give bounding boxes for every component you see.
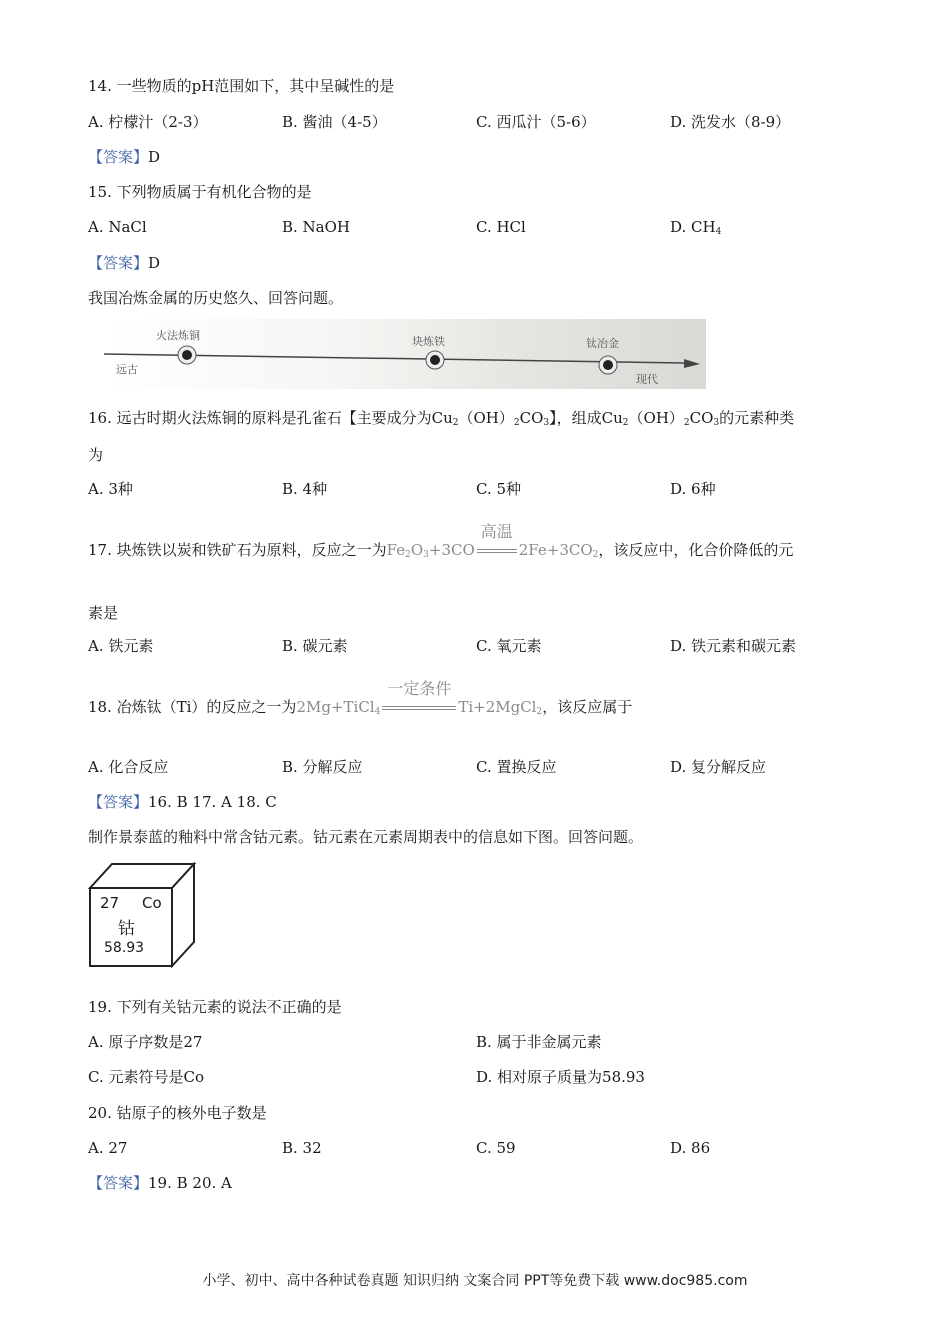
timeline-node-1-dot [182, 350, 192, 360]
atomic-number: 27 [100, 894, 120, 912]
q16-option-c: C. 5种 [476, 480, 522, 498]
metallurgy-timeline-figure [104, 319, 706, 389]
q19-option-c: C. 元素符号是Co [88, 1068, 204, 1086]
question-16-stem: 16. 远古时期火法炼铜的原料是孔雀石【主要成分为$Cu_2(OH)_2CO_3$】，组成$Cu_2(OH)_2CO_3$的元素种类 [88, 409, 795, 428]
q20-option-d: D. 86 [670, 1139, 711, 1157]
q17-option-b: B. 碳元素 [282, 637, 348, 655]
question-16-stem-line2: 为 [88, 446, 104, 464]
q15-option-a: A. NaCl [88, 218, 147, 236]
timeline-label-titanium: 钛冶金 [586, 337, 619, 350]
timeline-arrow [684, 359, 700, 368]
q19-option-d: D. 相对原子质量为58.93 [476, 1068, 645, 1086]
answer-tag: 【答案】 [88, 148, 149, 166]
answer-value: 16. B 17. A 18. C [148, 793, 277, 811]
page-footer[interactable]: 小学、初中、高中各种试卷真题 知识归纳 文案合同 PPT等免费下载 www.doc985.com [202, 1273, 748, 1289]
q17-option-a: A. 铁元素 [88, 637, 154, 655]
answer-value: D [148, 148, 161, 166]
q14-answer [88, 147, 160, 167]
timeline-start: 远古 [116, 363, 138, 376]
q15-answer [88, 253, 160, 273]
q18-condition: 一定条件 [387, 679, 452, 698]
question-20-stem: 20. 钴原子的核外电子数是 [88, 1104, 267, 1122]
intro-metallurgy: 我国冶炼金属的历史悠久、回答问题。 [88, 289, 344, 307]
timeline-node-2-dot [430, 355, 440, 365]
answer-tag: 【答案】 [88, 254, 149, 272]
q14-option-b: B. 酱油（4-5） [282, 113, 387, 131]
q17-condition: 高温 [480, 522, 513, 541]
question-19-stem: 19. 下列有关钴元素的说法不正确的是 [88, 998, 342, 1016]
question-17-stem: 17. 块炼铁以炭和铁矿石为原料，反应之一为$Fe_2O_3+3CO$ 高温 $2Fe+3CO_2$，该反应中，化合价降低的元 [88, 540, 793, 565]
q15-option-d: D. $CH_4$ [670, 218, 722, 237]
q16-option-b: B. 4种 [282, 480, 328, 498]
q16-option-a: A. 3种 [88, 480, 133, 498]
atomic-mass: 58.93 [104, 940, 145, 956]
q19-20-answer [88, 1173, 232, 1193]
q15-option-b: B. NaOH [282, 218, 351, 236]
question-14-stem: 14. 一些物质的pH范围如下，其中呈碱性的是 [88, 77, 395, 95]
q18-equation: 2Mg+TiCl$_4$ 一定条件 Ti+2MgCl$_2$ [296, 679, 543, 717]
question-15-stem: 15. 下列物质属于有机化合物的是 [88, 183, 312, 201]
q16-18-answer [88, 792, 277, 812]
q18-option-c: C. 置换反应 [476, 758, 557, 776]
q17-option-d: D. 铁元素和碳元素 [670, 637, 797, 655]
q16-option-d: D. 6种 [670, 480, 716, 498]
q14-option-d: D. 洗发水（8-9） [670, 113, 791, 131]
q17-option-c: C. 氧元素 [476, 637, 542, 655]
q15-option-c: C. HCl [476, 218, 526, 236]
q20-option-c: C. 59 [476, 1139, 516, 1157]
q19-option-a: A. 原子序数是27 [88, 1033, 203, 1051]
q18-option-d: D. 复分解反应 [670, 758, 767, 776]
q18-option-a: A. 化合反应 [88, 758, 169, 776]
answer-tag: 【答案】 [88, 1174, 149, 1192]
intro-cobalt: 制作景泰蓝的釉料中常含钴元素。钴元素在元素周期表中的信息如下图。回答问题。 [88, 828, 644, 846]
question-17-stem-line2: 素是 [88, 604, 119, 622]
question-18-stem: 18. 冶炼钛（Ti）的反应之一为2Mg+TiCl$_4$ 一定条件 Ti+2MgCl$_2$，该反应属于 [88, 697, 632, 722]
q14-option-a: A. 柠檬汁（2-3） [88, 113, 208, 131]
timeline-label-copper: 火法炼铜 [156, 329, 200, 342]
answer-value: D [148, 254, 161, 272]
q19-option-b: B. 属于非金属元素 [476, 1033, 602, 1051]
q20-option-b: B. 32 [282, 1139, 322, 1157]
element-name: 钴 [118, 919, 135, 939]
answer-tag: 【答案】 [88, 793, 149, 811]
timeline-node-3-dot [603, 360, 613, 370]
answer-value: 19. B 20. A [148, 1174, 232, 1192]
timeline-end: 现代 [636, 373, 658, 386]
q18-option-b: B. 分解反应 [282, 758, 363, 776]
cobalt-element-box [88, 862, 198, 972]
q17-equation: $Fe_2O_3+3CO$ 高温 $2Fe+3CO_2$ [386, 522, 599, 560]
element-symbol: Co [142, 894, 162, 912]
q20-option-a: A. 27 [88, 1139, 128, 1157]
q14-option-c: C. 西瓜汁（5-6） [476, 113, 596, 131]
timeline-label-iron: 块炼铁 [412, 335, 445, 348]
